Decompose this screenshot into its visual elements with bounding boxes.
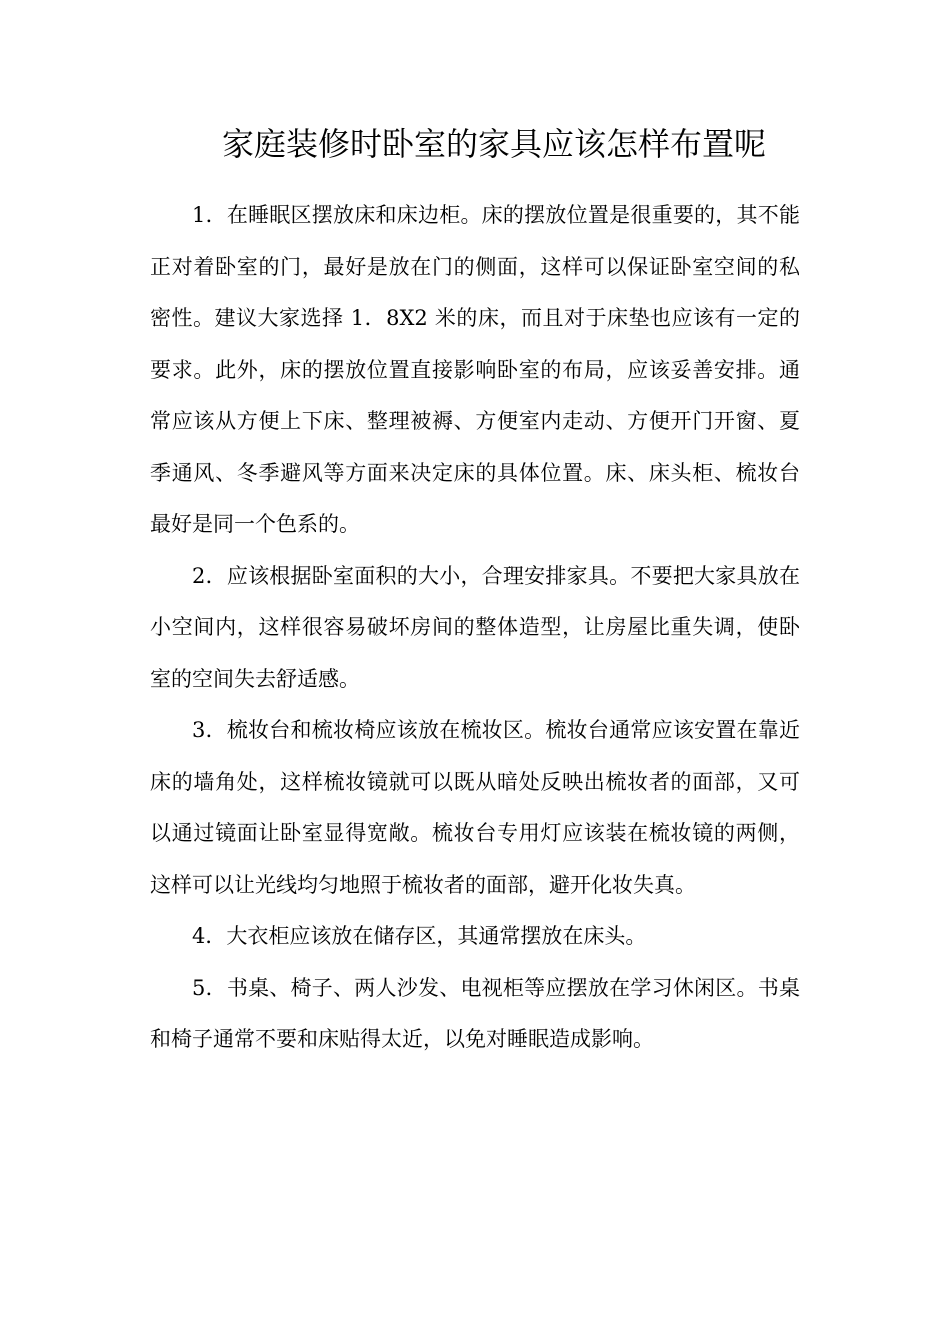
paragraph-2: 2．应该根据卧室面积的大小，合理安排家具。不要把大家具放在小空间内，这样很容易破坏房间的整体造型，让房屋比重失调，使卧室的空间失去舒适感。	[150, 563, 800, 691]
paragraph-3: 3．梳妆台和梳妆椅应该放在梳妆区。梳妆台通常应该安置在靠近床的墙角处，这样梳妆镜就可以既从暗处反映出梳妆者的面部，又可以通过镜面让卧室显得宽敞。梳妆台专用灯应该装在梳妆镜的两侧，这样可以让光线均匀地照于梳妆者的面部，避开化妆失真。	[150, 718, 800, 897]
document-title: 家庭装修时卧室的家具应该怎样布置呢	[222, 125, 767, 163]
paragraph-4: 4．大衣柜应该放在储存区，其通常摆放在床头。	[192, 924, 647, 948]
paragraph-5: 5．书桌、椅子、两人沙发、电视柜等应摆放在学习休闲区。书桌和椅子通常不要和床贴得太近，以免对睡眠造成影响。	[150, 975, 800, 1051]
paragraph-1: 1．在睡眠区摆放床和床边柜。床的摆放位置是很重要的，其不能正对着卧室的门，最好是放在门的侧面，这样可以保证卧室空间的私密性。建议大家选择 1．8X2 米的床，而且对于床垫也应该有一定的要求。此外，床的摆放位置直接影响卧室的布局，应该妥善安排。通常应该从方便上下床、整理被褥、方便室内走动、方便开门开窗、夏季通风、冬季避风等方面来决定床的具体位置。床、床头柜、梳妆台最好是同一个色系的。	[150, 203, 800, 536]
document-body	[150, 190, 800, 1066]
